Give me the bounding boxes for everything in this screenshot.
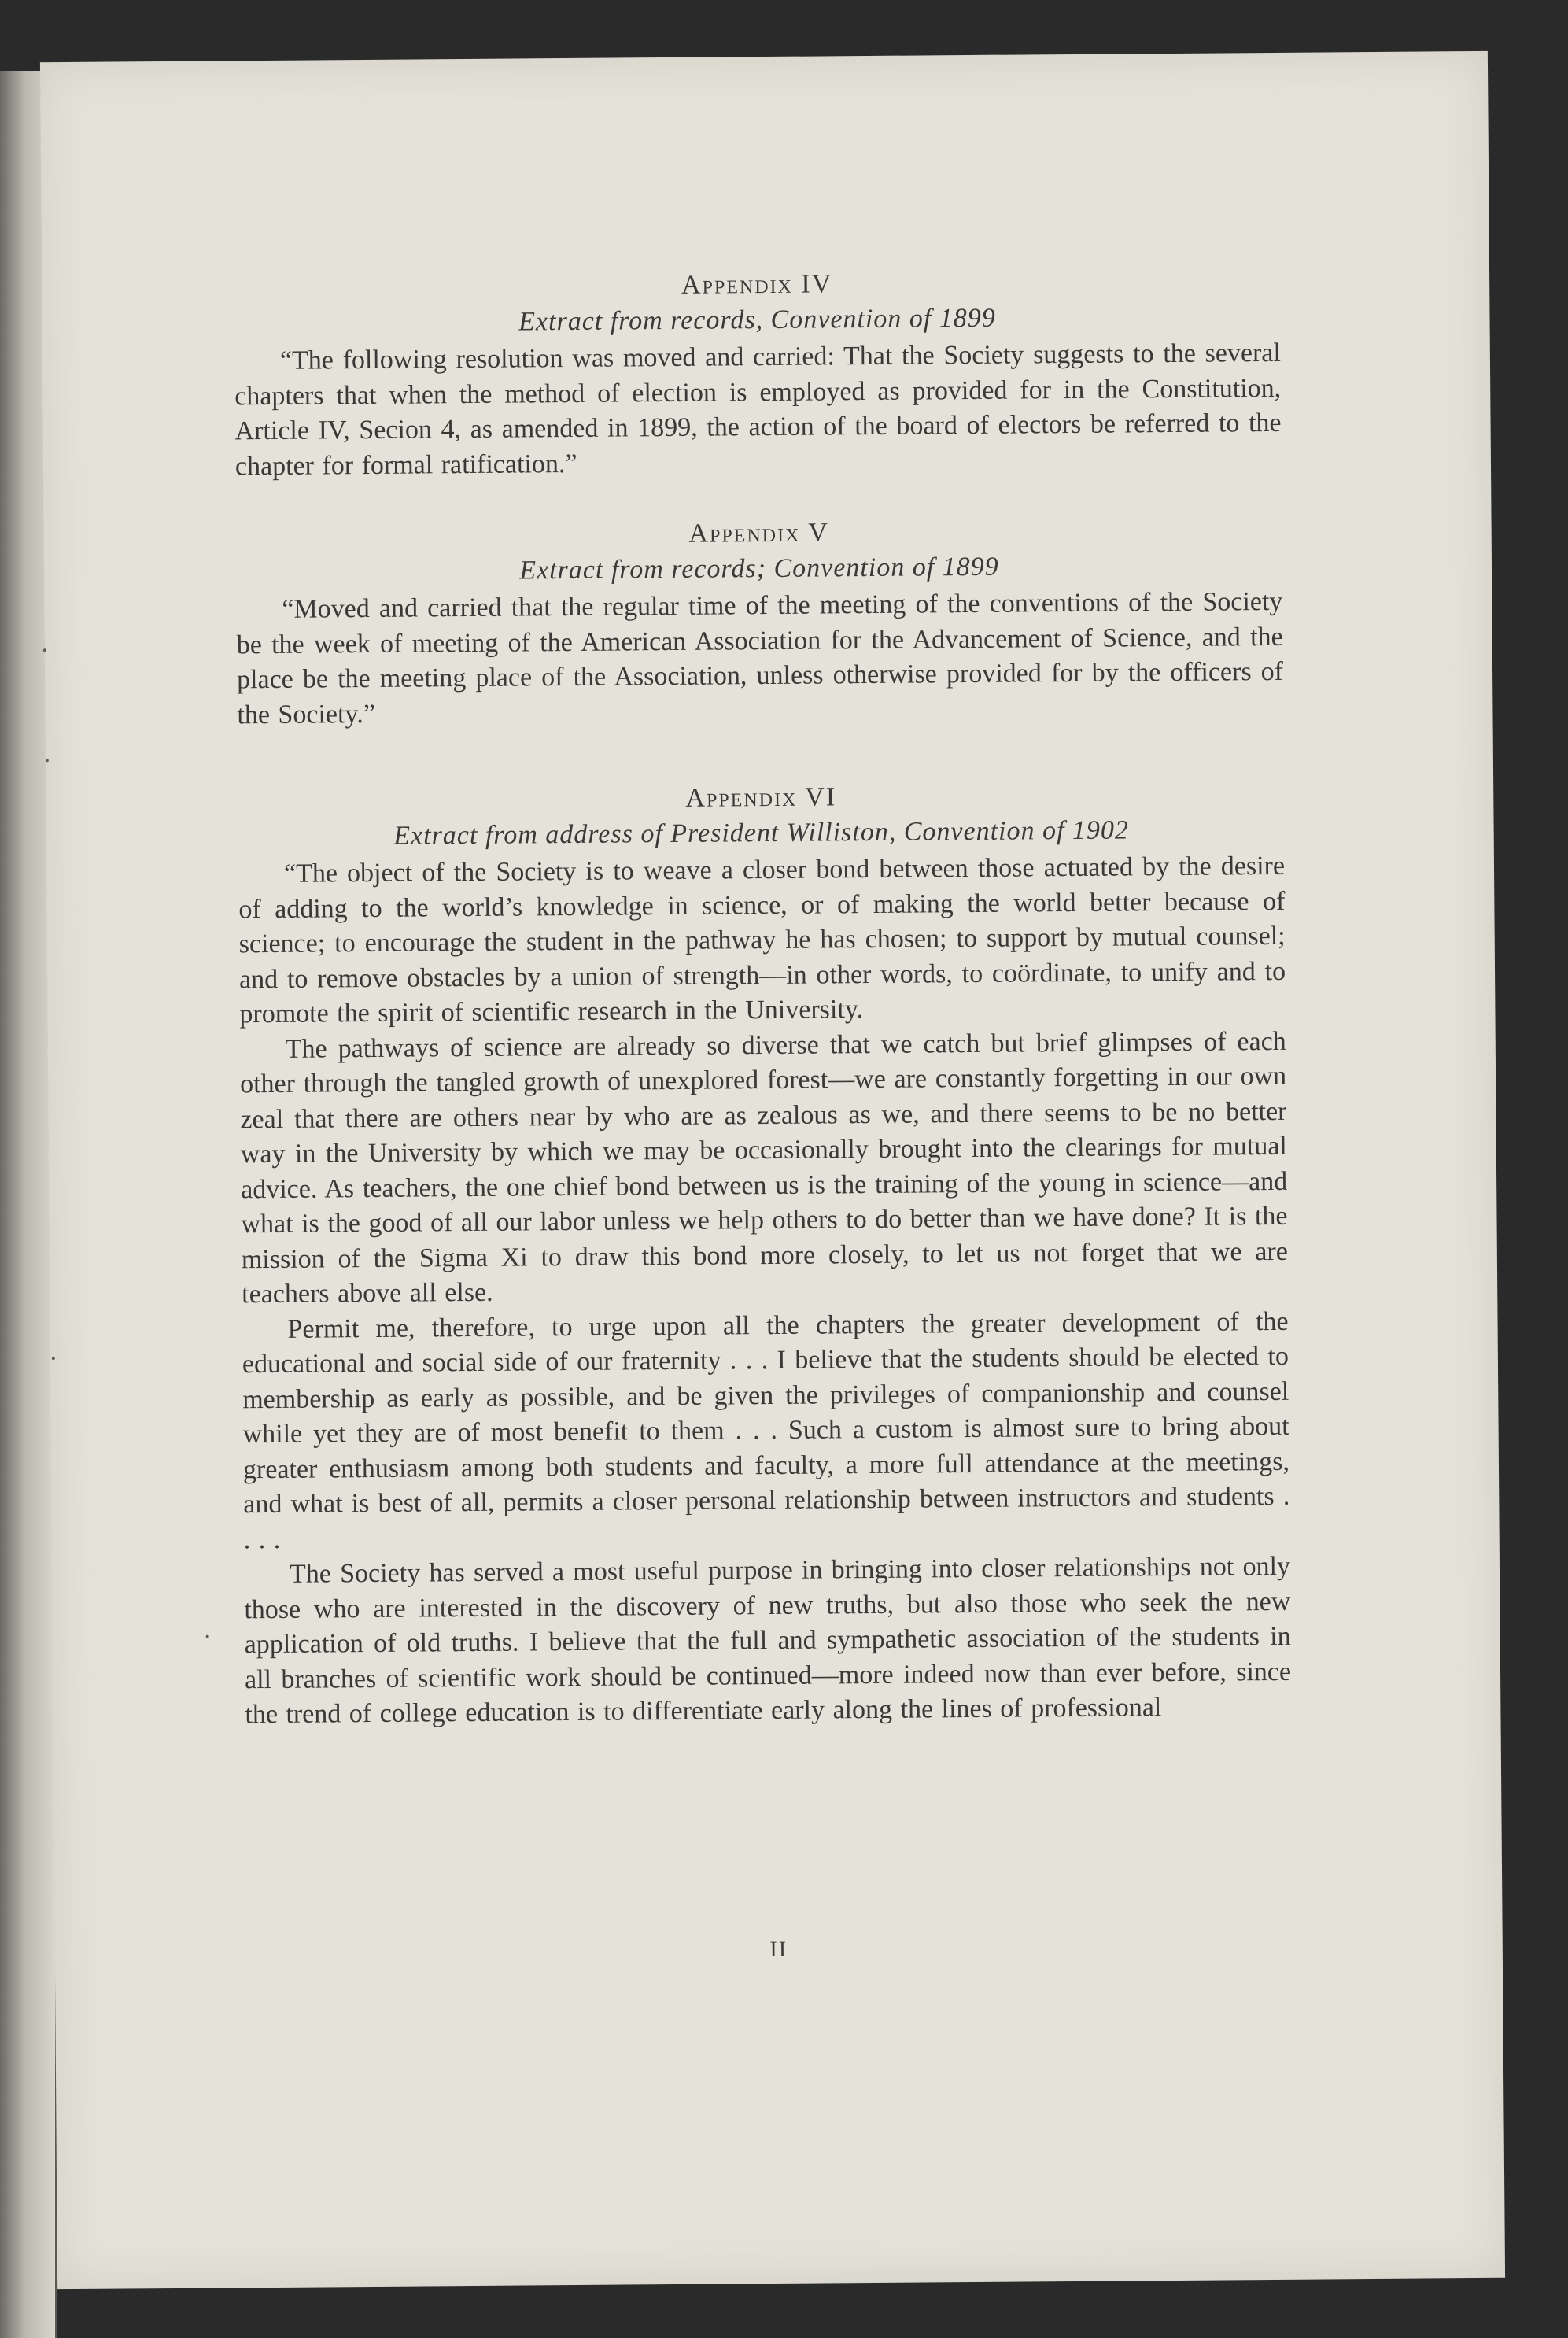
appendix-v — [235, 512, 1283, 733]
appendix-title: Appendix VI — [685, 782, 837, 813]
appendix-title: Appendix V — [688, 518, 829, 548]
appendix-paragraph: “The following resolution was moved and carried: That the Society suggests to the several chapters that when the method of election is employed as provided for in the Constitution, Article IV, Secion 4, as amended in 1899, the action of the board of electors be referred to the chapter for formal ratification.” — [234, 338, 1282, 481]
paper-speck — [46, 759, 49, 762]
appendix-vi — [238, 777, 1291, 1733]
paper-speck — [206, 1635, 209, 1638]
appendix-paragraph: The pathways of science are already so diverse that we catch but brief glimpses of each other through the tangled growth of unexplored forest—we are constantly forgetting in our own zeal that there are others near by who are as zealous as we, and there seems to be no better way in the University by which we may be occasionally brought into the clearings for mutual advice. As teachers, the one chief bond between us is the training of the young in science—and what is the good of all our labor unless we help others to do better than we have done? It is the mission of the Sigma Xi to draw this bond more closely, to let us not forget that we are teachers above all else. — [239, 1026, 1288, 1309]
appendix-paragraph: Permit me, therefore, to urge upon all the chapters the greater development of the educational and social side of our fraternity . . . I believe that the students should be elected to membership as early as possible, and be given the privileges of companionship and counsel while yet they are of most benefit to them . . . Such a custom is almost sure to bring about greater enthusiasm among both students and faculty, a more full attendance at the meetings, and what is best of all, permits a closer personal relationship between instructors and students . . . . — [242, 1306, 1290, 1554]
appendix-paragraph: “The object of the Society is to weave a closer bond between those actuated by the desire of adding to the world’s knowledge in science, or of making the world better because of science; to encourage the student in the pathway he has chosen; to support by mutual counsel; and to remove obstacles by a union of strength—in other words, to coördinate, to unify and to promote the spirit of scientific research in the University. — [238, 851, 1286, 1029]
appendix-paragraph: The Society has served a most useful purpose in bringing into closer relationships not only those who are interested in the discovery of new truths, but also those who seek the new application of old truths. I believe that the full and sympathetic association of the students in all branches of scientific work should be continued—more indeed now than ever before, since the trend of college education is to differentiate early along the lines of professional — [244, 1551, 1292, 1730]
paper-speck — [43, 648, 46, 652]
appendix-subtitle: Extract from address of President Williston, Convention of 1902 — [393, 815, 1130, 851]
appendix-subtitle: Extract from records; Convention of 1899 — [519, 552, 999, 585]
appendix-title: Appendix IV — [681, 269, 833, 300]
paper-speck — [52, 1357, 55, 1360]
book-page — [40, 51, 1505, 2289]
page-number: II — [769, 1937, 788, 1963]
appendix-paragraph: “Moved and carried that the regular time of the meeting of the conventions of the Society be the week of meeting of the American Association for the Advancement of Science, and the place be the meeting place of the Association, unless otherwise provided for by the officers of the Society.” — [236, 586, 1284, 729]
appendix-subtitle: Extract from records, Convention of 1899 — [518, 303, 996, 337]
appendix-iv — [234, 264, 1282, 484]
page-text — [234, 264, 1292, 1733]
